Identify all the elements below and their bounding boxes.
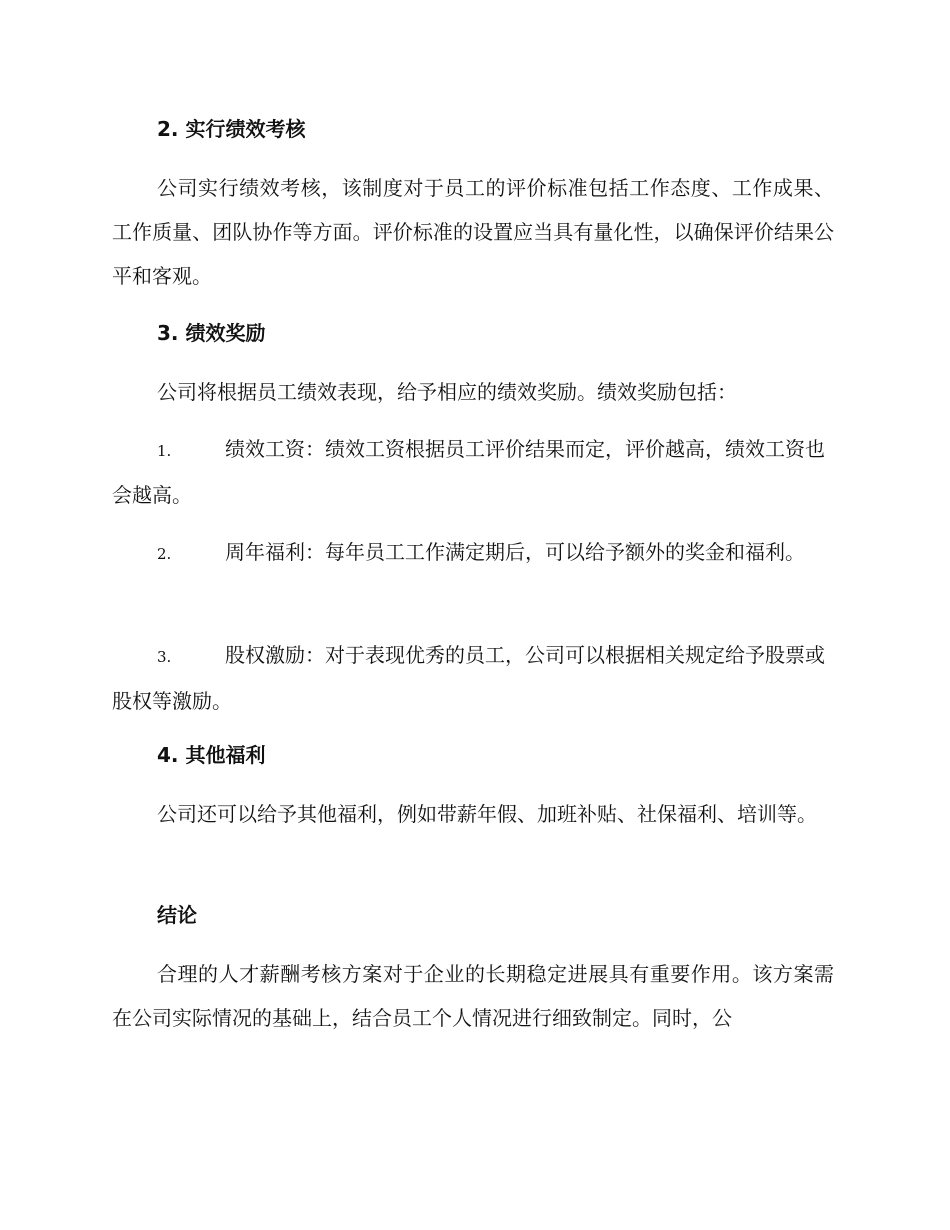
list-item-text: 周年福利：每年员工工作满定期后，可以给予额外的奖金和福利。 [225, 540, 805, 564]
list-item-number: 3. [157, 648, 172, 666]
section-paragraph-performance-review: 公司实行绩效考核，该制度对于员工的评价标准包括工作态度、工作成果、工作质量、团队协作等方面。评价标准的设置应当具有量化性，以确保评价结果公平和客观。 [112, 176, 834, 288]
list-item [112, 427, 834, 517]
section-heading-other-benefits: 4. 其他福利 [157, 743, 266, 767]
section-heading-conclusion: 结论 [157, 903, 197, 927]
section-heading-performance-reward: 3. 绩效奖励 [157, 321, 266, 345]
list-item [112, 633, 834, 723]
section-paragraph-conclusion: 合理的人才薪酬考核方案对于企业的长期稳定进展具有重要作用。该方案需在公司实际情况的基础上，结合员工个人情况进行细致制定。同时，公 [112, 962, 834, 1030]
list-item-text: 绩效工资：绩效工资根据员工评价结果而定，评价越高，绩效工资也会越高。 [112, 437, 825, 507]
section-heading-performance-review: 2. 实行绩效考核 [157, 117, 306, 141]
section-paragraph-performance-reward: 公司将根据员工绩效表现，给予相应的绩效奖励。绩效奖励包括： [157, 380, 737, 404]
list-item [112, 530, 834, 576]
list-item-number: 1. [157, 442, 172, 460]
list-item-text: 股权激励：对于表现优秀的员工，公司可以根据相关规定给予股票或股权等激励。 [112, 643, 825, 713]
section-paragraph-other-benefits: 公司还可以给予其他福利，例如带薪年假、加班补贴、社保福利、培训等。 [157, 802, 817, 826]
list-item-number: 2. [157, 545, 172, 563]
